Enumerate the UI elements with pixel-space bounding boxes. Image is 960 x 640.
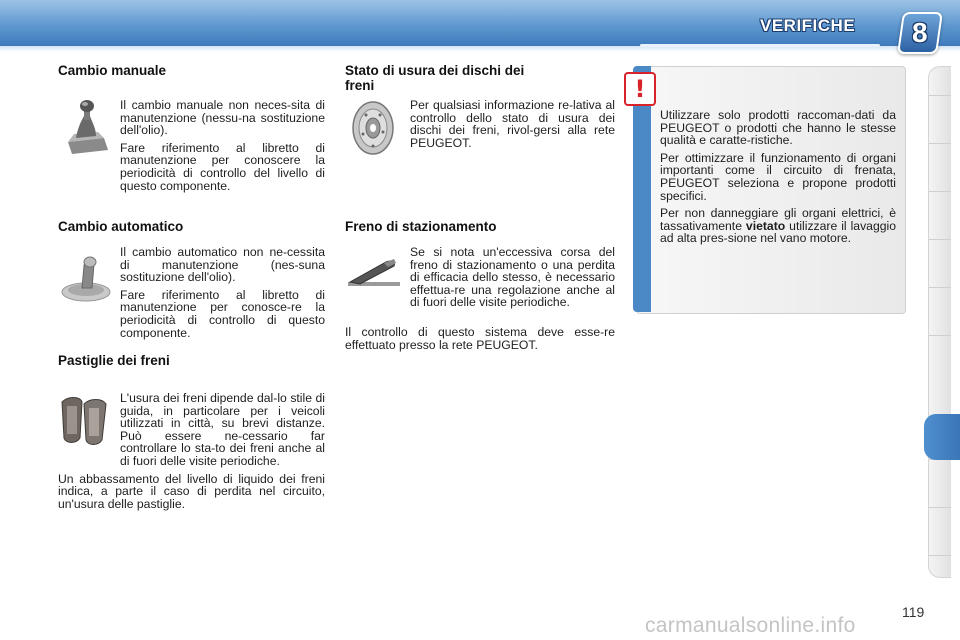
tab-divider [929,143,951,144]
section-title-stazionamento: Freno di stazionamento [345,219,497,234]
paragraph: Se si nota un'eccessiva corsa del freno di stazionamento o una perdita di efficacia dello stesso, è necessario effettua-re una regolazione anche al di fuori delle visite periodiche. [410,245,615,310]
watermark: carmanualsonline.info [645,614,856,637]
warning-text-fragment: utilizzare il lavaggio ad alta pres-sione nel vano motore. [660,218,896,246]
warning-text-fragment: Per non danneggiare gli organi elettrici, è tassativamente [660,206,896,233]
paragraph: Un abbassamento del livello di liquido dei freni indica, a parte il caso di perdita nel circuito, un'usura delle pastiglie. [58,471,325,511]
tab-divider [929,95,951,96]
stazionamento-text [410,246,615,314]
pastiglie-text [58,392,325,515]
section-title-line: freni [345,78,375,93]
page-title: VERIFICHE [760,16,856,35]
paragraph: Fare riferimento al libretto di manutenzione per conosce-re la periodicità di controllo di questo componente. [120,287,325,340]
paragraph: Fare riferimento al libretto di manutenzione per conoscere la periodicità di controllo del livello di questo componente. [120,140,325,193]
paragraph [58,392,325,468]
header-underline [640,44,880,47]
tab-divider [929,335,951,336]
warning-text [660,109,896,250]
section-title-dischi [345,63,595,93]
active-chapter-tab[interactable] [924,414,960,460]
section-title-cambio-manuale: Cambio manuale [58,63,167,78]
section-title-pastiglie: Pastiglie dei freni [58,353,170,368]
cambio-automatico-text [120,246,325,344]
section-title-line: Stato di usura dei dischi dei [345,63,525,78]
paragraph-text: L'usura dei freni dipende dal-lo stile di guida, in particolare per i veicoli utilizzati in città, su brevi distanze. Può essere ne-cessario far controllare lo sta-to dei freni anche al di fuori delle visite periodiche. [120,391,325,468]
paragraph: Il cambio manuale non neces-sita di manutenzione (nessu-na sostituzione dell'olio). [120,98,325,138]
paragraph: Il cambio automatico non ne-cessita di manutenzione (nes-suna sostituzione dell'olio). [120,245,325,285]
automatic-gear-selector-icon [60,252,112,302]
cambio-manuale-text [120,99,325,197]
section-title-cambio-automatico: Cambio automatico [58,219,184,234]
tab-divider [929,507,951,508]
warning-paragraph [660,207,896,245]
chapter-badge [897,12,943,54]
chapter-number: 8 [912,17,928,48]
chapter-tab-strip [928,66,951,578]
paragraph: Per qualsiasi informazione re-lativa al controllo dello stato di usura dei dischi dei freni, rivol-gersi alla rete PEUGEOT. [410,98,615,150]
warning-paragraph: Utilizzare solo prodotti raccoman-dati da PEUGEOT o prodotti che hanno le stesse qualità e caratte-ristiche. [660,108,896,148]
manual-gearstick-icon [62,98,110,154]
image-spacer [58,392,120,456]
warning-exclamation-icon: ! [624,72,656,106]
tab-divider [929,239,951,240]
paragraph: Il controllo di questo sistema deve esse-re effettuato presso la rete PEUGEOT. [345,325,615,352]
dischi-text [410,99,615,154]
brake-disc-icon [350,100,396,156]
page-number: 119 [902,604,925,620]
tab-divider [929,555,951,556]
tab-divider [929,287,951,288]
warning-paragraph: Per ottimizzare il funzionamento di organi importanti come il circuito di frenata, PEUGEOT seleziona e propone prodotti specifici. [660,150,896,203]
tab-divider [929,191,951,192]
stazionamento-note [345,326,615,356]
parking-brake-lever-icon [346,254,402,290]
warning-emphasis: vietato [745,218,786,233]
